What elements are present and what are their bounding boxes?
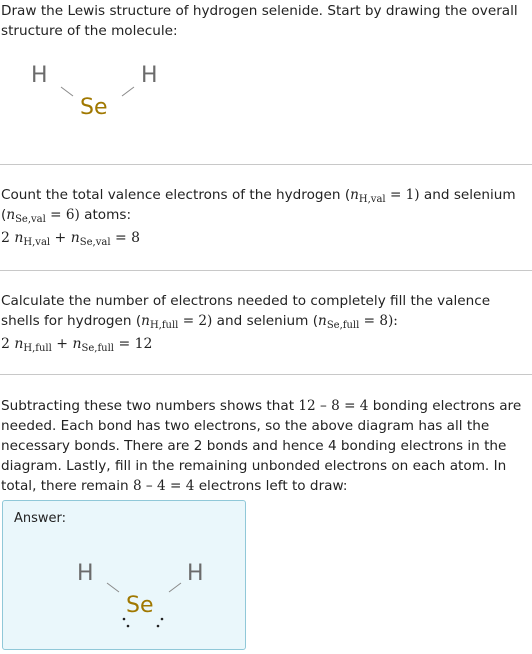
lone-pair-right-dot-1 xyxy=(161,618,164,621)
divider xyxy=(0,270,532,271)
answer-atom-hydrogen-left: H xyxy=(77,561,94,586)
bonding-text: Subtracting these two numbers shows that 12 – 8 = 4 bonding electrons are needed. Each bond has two electrons, so the above diagram has all the necessary bonds. There are 2 bonds and hence 4 bonding electrons in the diagram. Lastly, fill in the remaining unbonded electrons on each atom. In total, there remain 8 – 4 = 4 electrons left to draw: xyxy=(1,398,522,494)
atom-hydrogen-left: H xyxy=(31,63,48,88)
valence-text: Count the total valence electrons of the hydrogen $(n_{H,val} = 1)$ and selenium $(n_{Se,val} = 6)$ atoms: xyxy=(1,187,516,225)
lone-pair-left-dot-1 xyxy=(123,618,126,621)
answer-diagram xyxy=(3,501,247,651)
atom-selenium: Se xyxy=(80,95,108,120)
answer-atom-selenium: Se xyxy=(126,593,154,618)
answer-atom-hydrogen-right: H xyxy=(187,561,204,586)
molecule-diagram xyxy=(0,55,532,185)
divider xyxy=(0,374,532,375)
full-shell-text: Calculate the number of electrons needed to completely fill the valence shells for hydrogen $(n_{H,full} = 2)$ and selenium $(n_{Se,full} = 8)$: xyxy=(1,293,491,331)
atom-hydrogen-right: H xyxy=(141,63,158,88)
answer-box xyxy=(2,500,246,650)
bond-left xyxy=(61,87,73,96)
divider xyxy=(0,164,532,165)
intro-text: Draw the Lewis structure of hydrogen selenide. Start by drawing the overall structure of the molecule: xyxy=(1,3,518,39)
answer-bond-left xyxy=(107,583,119,592)
lone-pair-right-dot-2 xyxy=(157,625,160,628)
valence-formula: 2 $n_{H,val} + n_{Se,val} = 8$ xyxy=(1,230,141,248)
answer-bond-right xyxy=(169,583,181,592)
full-shell-formula: 2 $n_{H,full} + n_{Se,full} = 12$ xyxy=(1,336,153,354)
answer-label: Answer: xyxy=(14,511,67,526)
bond-right xyxy=(122,87,134,96)
lone-pair-left-dot-2 xyxy=(127,625,130,628)
